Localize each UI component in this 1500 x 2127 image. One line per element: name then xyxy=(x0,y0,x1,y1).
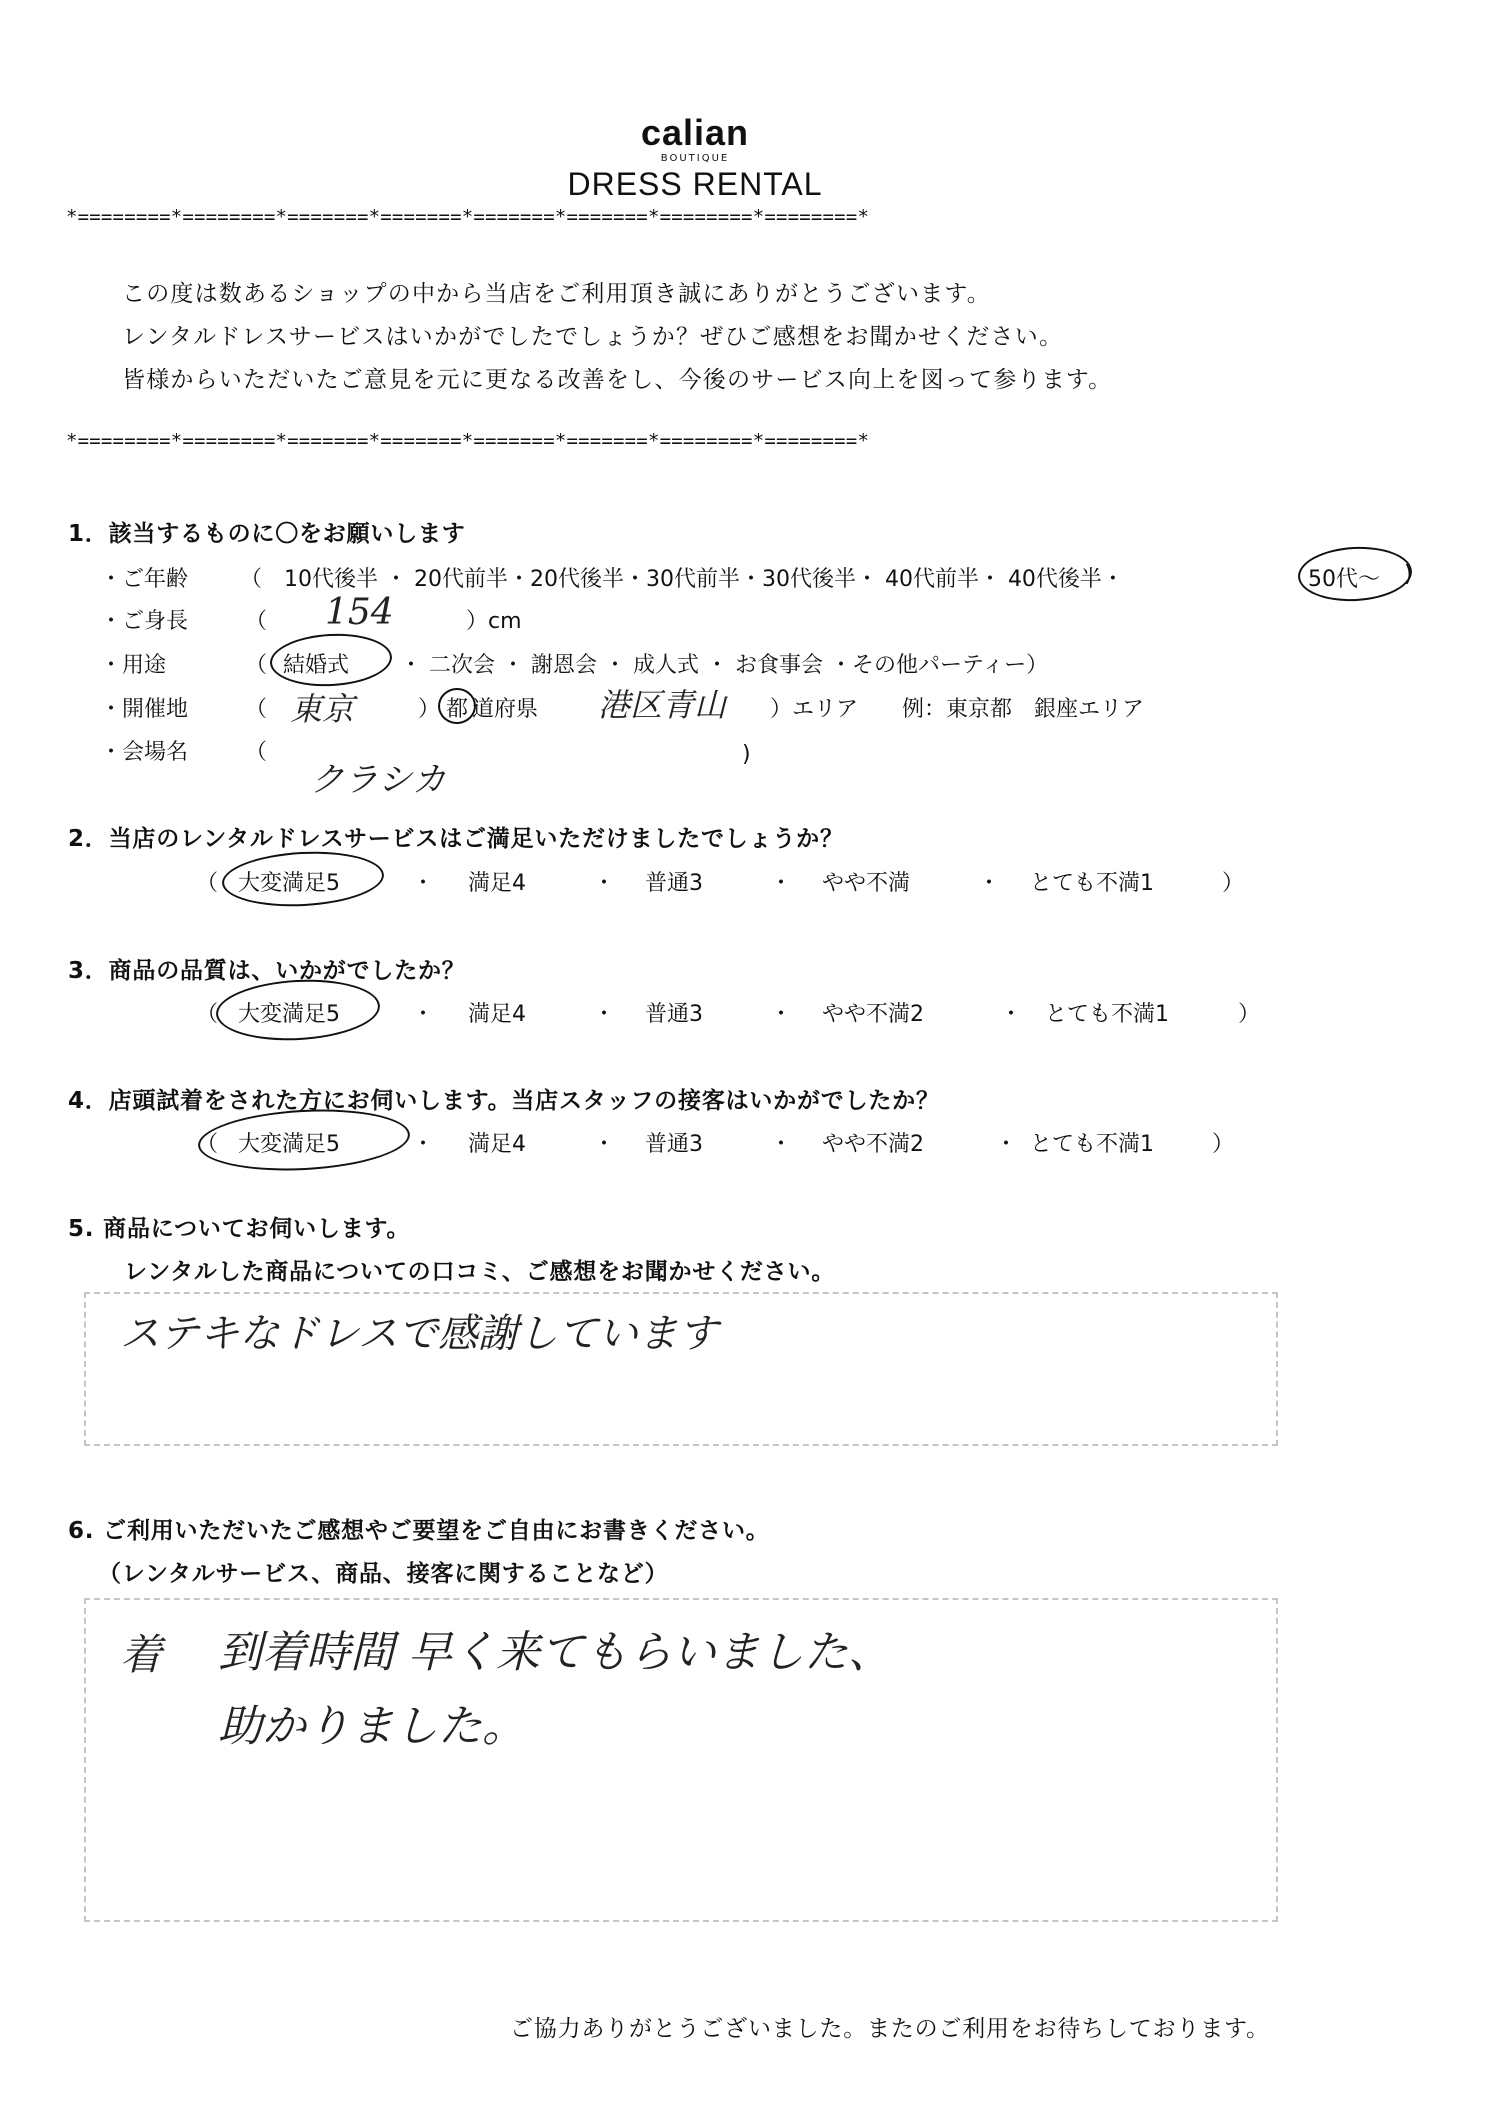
divider-top: *========*========*=======*=======*=======*=======*========*========* xyxy=(66,206,870,228)
q6-answer-prefix[interactable]: 着 xyxy=(120,1630,163,1679)
age-selected[interactable]: 50代～ xyxy=(1308,567,1380,592)
purpose-selected-circle xyxy=(269,631,394,689)
area-suffix: ）エリア 例：東京都 銀座エリア xyxy=(770,697,1145,722)
q2-sep: ・ xyxy=(593,871,616,896)
venue-open: （ xyxy=(245,740,268,765)
purpose-open: （ xyxy=(245,653,268,678)
q3-selected-circle xyxy=(215,976,382,1045)
q1-title: 1．該当するものに〇をお願いします xyxy=(68,521,466,547)
q4-option-3[interactable]: 普通3 xyxy=(645,1132,703,1157)
q2-option-2[interactable]: やや不満 xyxy=(822,871,911,896)
age-options[interactable]: （ 10代後半 ・ 20代前半・20代後半・30代前半・30代後半・ 40代前半・ 40代後半・ xyxy=(240,567,1124,592)
q4-title: 4．店頭試着をされた方にお伺いします。当店スタッフの接客はいかがでしたか？ xyxy=(68,1088,940,1114)
q4-option-2[interactable]: やや不満2 xyxy=(822,1132,924,1157)
location-label: ・開催地 xyxy=(100,697,189,722)
q5-answer[interactable]: ステキなドレスで感謝しています xyxy=(120,1311,718,1357)
q2-sep: ・ xyxy=(770,871,793,896)
height-unit: ）cm xyxy=(466,609,522,634)
q4-open: （ xyxy=(196,1132,219,1157)
q4-sep: ・ xyxy=(770,1132,793,1157)
q6-answer-line-1[interactable]: 到着時間 早く来てもらいました、 xyxy=(218,1627,892,1678)
prefecture-close: ） xyxy=(418,697,441,722)
purpose-label: ・用途 xyxy=(100,653,167,678)
prefecture-circled[interactable]: 都 xyxy=(446,697,469,722)
q3-sep: ・ xyxy=(593,1002,616,1027)
q4-close: ） xyxy=(1212,1132,1235,1157)
divider-bottom: *========*========*=======*=======*=======*=======*========*========* xyxy=(66,430,870,452)
q6-subtitle: （レンタルサービス、商品、接客に関することなど） xyxy=(98,1561,669,1587)
q4-option-1[interactable]: とても不満1 xyxy=(1030,1132,1154,1157)
prefecture-suffix: 道府県 xyxy=(472,697,539,722)
q4-sep: ・ xyxy=(593,1132,616,1157)
intro-line-2: レンタルドレスサービスはいかがでしたでしょうか？ぜひご感想をお聞かせください。 xyxy=(122,324,1064,350)
height-label: ・ご身長 xyxy=(100,609,189,634)
q3-sep: ・ xyxy=(1000,1002,1023,1027)
q3-option-1[interactable]: とても不満1 xyxy=(1045,1002,1169,1027)
q2-open: （ xyxy=(196,871,219,896)
q6-title: 6. ご利用いただいたご感想やご要望をご自由にお書きください。 xyxy=(68,1518,770,1544)
q2-option-3[interactable]: 普通3 xyxy=(645,871,703,896)
location-open: （ xyxy=(245,697,268,722)
age-close: ) xyxy=(1404,562,1413,587)
height-value[interactable]: 154 xyxy=(325,592,394,633)
brand-name: calian xyxy=(640,112,750,153)
q2-option-1[interactable]: とても不満1 xyxy=(1030,871,1154,896)
q3-close: ） xyxy=(1238,1002,1261,1027)
q3-option-5[interactable]: 大変満足5 xyxy=(238,1002,340,1027)
age-label: ・ご年齢 xyxy=(100,567,189,592)
venue-close: ) xyxy=(742,742,751,767)
q5-subtitle: レンタルした商品についての口コミ、ご感想をお聞かせください。 xyxy=(124,1259,836,1285)
q5-title: 5. 商品についてお伺いします。 xyxy=(68,1216,411,1242)
purpose-selected[interactable]: 結婚式 xyxy=(283,653,350,678)
q2-sep: ・ xyxy=(412,871,435,896)
prefecture-value[interactable]: 東京 xyxy=(290,690,355,728)
q2-sep: ・ xyxy=(978,871,1001,896)
venue-label: ・会場名 xyxy=(100,740,189,765)
service-title: DRESS RENTAL xyxy=(567,166,823,202)
q4-sep: ・ xyxy=(412,1132,435,1157)
q3-option-4[interactable]: 満足4 xyxy=(468,1002,526,1027)
q3-title: 3．商品の品質は、いかがでしたか？ xyxy=(68,958,466,984)
venue-value[interactable]: クラシカ xyxy=(310,760,446,800)
q3-option-2[interactable]: やや不満2 xyxy=(822,1002,924,1027)
q2-title: 2．当店のレンタルドレスサービスはご満足いただけましたでしょうか？ xyxy=(68,826,844,852)
age-selected-circle xyxy=(1297,544,1414,604)
prefecture-circle xyxy=(437,687,477,725)
brand-subtitle: BOUTIQUE xyxy=(660,153,730,164)
q4-option-4[interactable]: 満足4 xyxy=(468,1132,526,1157)
q2-option-4[interactable]: 満足4 xyxy=(468,871,526,896)
q6-answer-line-2[interactable]: 助かりました。 xyxy=(218,1701,526,1752)
purpose-options[interactable]: ・ 二次会 ・ 謝恩会 ・ 成人式 ・ お食事会 ・その他パーティー） xyxy=(400,653,1049,678)
intro-line-3: 皆様からいただいたご意見を元に更なる改善をし、今後のサービス向上を図って参ります。 xyxy=(122,367,1113,393)
q2-close: ） xyxy=(1222,871,1245,896)
q4-sep: ・ xyxy=(995,1132,1018,1157)
area-value[interactable]: 港区青山 xyxy=(598,686,727,724)
q3-open: （ xyxy=(196,1002,219,1027)
q4-option-5[interactable]: 大変満足5 xyxy=(238,1132,340,1157)
intro-line-1: この度は数あるショップの中から当店をご利用頂き誠にありがとうございます。 xyxy=(122,281,991,307)
q2-option-5[interactable]: 大変満足5 xyxy=(238,871,340,896)
q3-sep: ・ xyxy=(412,1002,435,1027)
height-open: （ xyxy=(245,609,268,634)
q3-option-3[interactable]: 普通3 xyxy=(645,1002,703,1027)
q4-selected-circle xyxy=(197,1104,412,1175)
q3-sep: ・ xyxy=(770,1002,793,1027)
footer-thanks: ご協力ありがとうございました。またのご利用をお待ちしております。 xyxy=(510,2016,1270,2042)
q2-selected-circle xyxy=(221,848,386,910)
